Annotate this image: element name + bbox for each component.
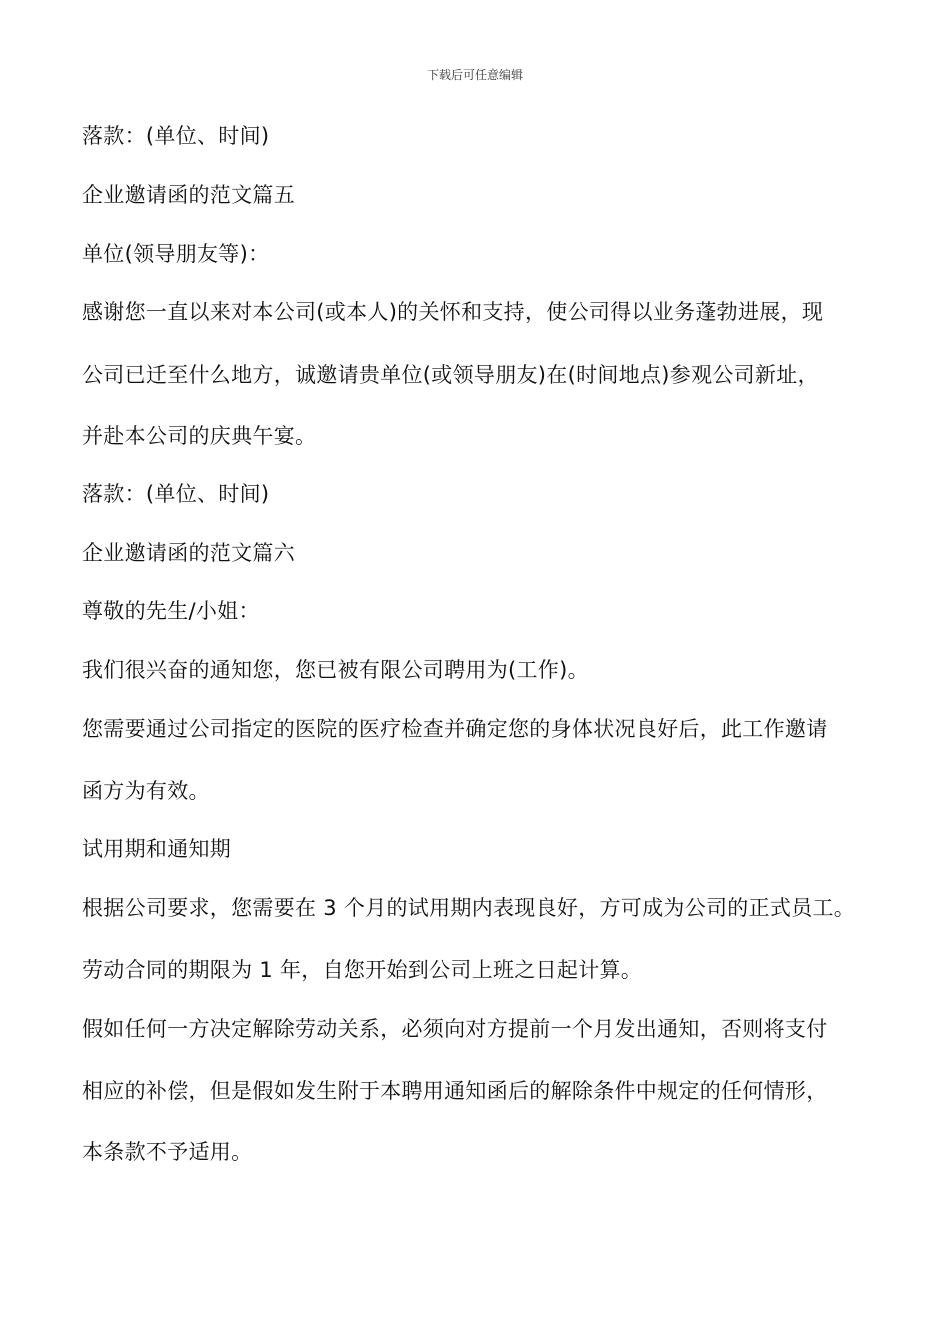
paragraph-line: 感谢您一直以来对本公司(或本人)的关怀和支持，使公司得以业务蓬勃进展，现 (82, 300, 824, 324)
paragraph-line: 并赴本公司的庆典午宴。 (82, 424, 317, 448)
paragraph-line: 函方为有效。 (82, 779, 210, 803)
salutation: 单位(领导朋友等)： (82, 242, 270, 266)
paragraph-line: 根据公司要求，您需要在 3 个月的试用期内表现良好，方可成为公司的正式员工。 (82, 896, 856, 920)
paragraph-line: 我们很兴奋的通知您，您已被有限公司聘用为(工作)。 (82, 658, 589, 682)
paragraph-line: 相应的补偿，但是假如发生附于本聘用通知函后的解除条件中规定的任何情形， (82, 1079, 828, 1103)
signature-line: 落款：(单位、时间) (82, 124, 270, 148)
paragraph-line: 假如任何一方决定解除劳动关系，必须向对方提前一个月发出通知，否则将支付 (82, 1017, 828, 1041)
paragraph-line: 您需要通过公司指定的医院的医疗检查并确定您的身体状况良好后，此工作邀请 (82, 717, 828, 741)
section-heading-5: 企业邀请函的范文篇五 (82, 183, 295, 207)
section-heading-6: 企业邀请函的范文篇六 (82, 541, 295, 565)
paragraph-line: 劳动合同的期限为 1 年，自您开始到公司上班之日起计算。 (82, 958, 643, 982)
page-header: 下载后可任意编辑 (426, 68, 523, 82)
paragraph-line: 本条款不予适用。 (82, 1140, 253, 1164)
paragraph-line: 公司已迁至什么地方，诚邀请贵单位(或领导朋友)在(时间地点)参观公司新址， (82, 363, 819, 387)
salutation: 尊敬的先生/小姐： (82, 599, 260, 623)
subheading: 试用期和通知期 (82, 837, 232, 861)
signature-line: 落款：(单位、时间) (82, 482, 270, 506)
